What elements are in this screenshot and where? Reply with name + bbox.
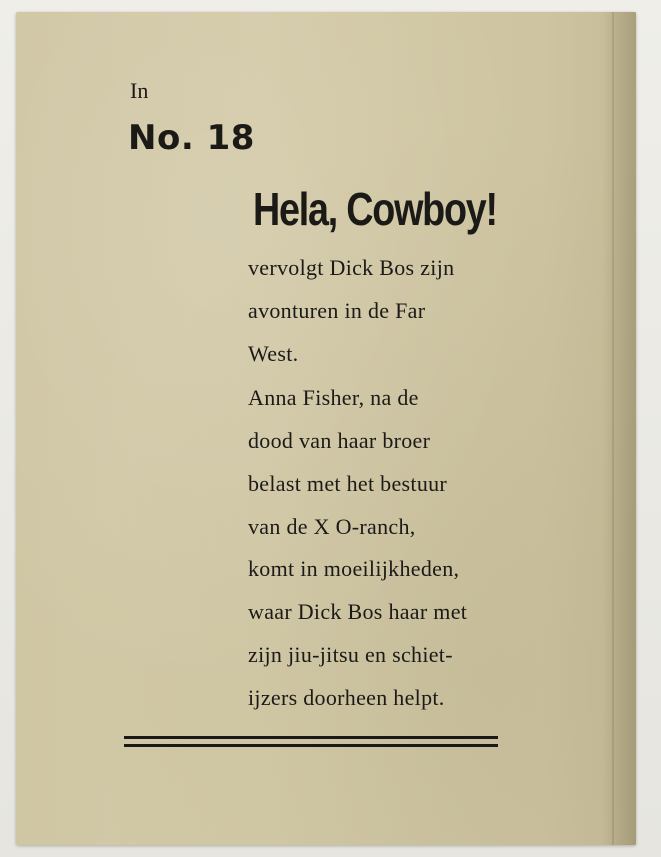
blurb-line: van de X O-ranch, xyxy=(248,514,416,539)
double-rule-top xyxy=(124,736,498,739)
blurb-line: vervolgt Dick Bos zijn xyxy=(248,255,455,280)
lead-in-text: In xyxy=(130,78,149,103)
issue-number: No. 18 xyxy=(128,118,255,158)
blurb-line: belast met het bestuur xyxy=(248,471,448,496)
book-title: Hela, Cowboy! xyxy=(253,183,497,235)
blurb-line: dood van haar broer xyxy=(248,428,431,453)
blurb-line: komt in moeilijkheden, xyxy=(248,556,460,581)
book-spine-edge xyxy=(602,12,636,845)
blurb-line: avonturen in de Far xyxy=(248,298,426,323)
blurb-line: waar Dick Bos haar met xyxy=(248,599,468,624)
blurb-line: ijzers doorheen helpt. xyxy=(248,685,445,710)
blurb-line: Anna Fisher, na de xyxy=(248,385,419,410)
double-rule-bottom xyxy=(124,744,498,747)
blurb-line: zijn jiu-jitsu en schiet- xyxy=(248,642,453,667)
book-back-cover xyxy=(16,12,636,845)
blurb-line: West. xyxy=(248,341,299,366)
